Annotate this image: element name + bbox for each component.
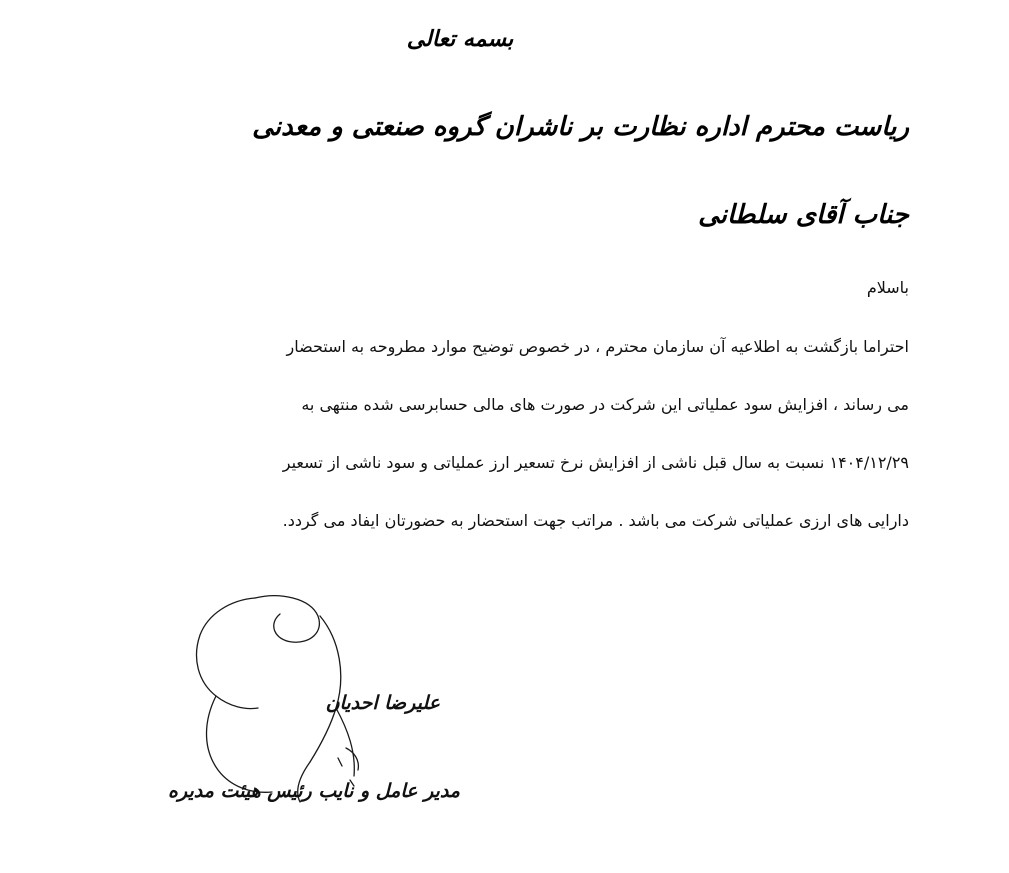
recipient-heading: ریاست محترم اداره نظارت بر ناشران گروه صنعتی و معدنی bbox=[252, 112, 909, 142]
signature-block bbox=[160, 580, 470, 860]
body-line: احتراما بازگشت به اطلاعیه آن سازمان محترم ، در خصوص توضیح موارد مطروحه به استحضار bbox=[286, 337, 909, 356]
addressee-name: جناب آقای سلطانی bbox=[698, 200, 909, 230]
letter-body bbox=[134, 318, 909, 550]
body-line: دارایی های ارزی عملیاتی شرکت می باشد . مراتب جهت استحضار به حضورتان ایفاد می گردد. bbox=[282, 511, 909, 530]
handwritten-signature bbox=[160, 580, 470, 860]
invocation-heading: بسمه تعالی bbox=[406, 26, 514, 52]
body-line: می رساند ، افزایش سود عملیاتی این شرکت در صورت های مالی حسابرسی شده منتهی به bbox=[301, 395, 909, 414]
body-line: ۱۴۰۴/۱۲/۲۹ نسبت به سال قبل ناشی از افزایش نرخ تسعیر ارز عملیاتی و سود ناشی از تسعیر bbox=[282, 453, 909, 472]
signatory-name: علیرضا احدیان bbox=[325, 692, 440, 714]
salutation: باسلام bbox=[866, 278, 909, 297]
signatory-title: مدیر عامل و نایب رئیس هیئت مدیره bbox=[168, 780, 460, 802]
